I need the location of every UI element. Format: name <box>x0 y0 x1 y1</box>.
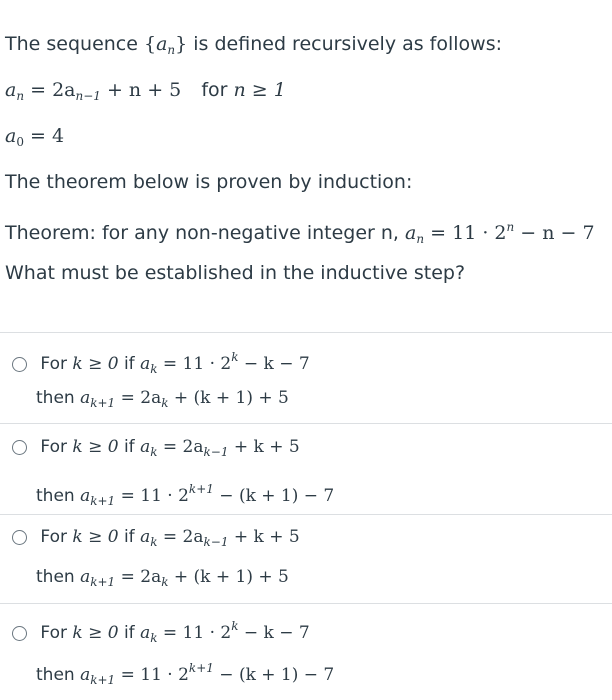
option-if-label: if <box>123 623 135 643</box>
option-if-label: if <box>123 527 135 547</box>
recurrence-cond-word: for <box>201 79 228 101</box>
option-for-label: For <box>40 354 67 374</box>
radio-button-icon[interactable] <box>12 530 27 545</box>
option-then-rhs-a: = 11 · 2 <box>120 486 189 506</box>
option-if-lhs-sub: k <box>150 535 158 549</box>
option-then-rhs-sub: k <box>161 396 169 410</box>
option-k-cond: k ≥ 0 <box>72 354 119 374</box>
option-if-lhs: a <box>140 437 151 457</box>
proof-line: The theorem below is proven by induction: <box>5 171 413 193</box>
theorem-sub: n <box>416 232 425 246</box>
option-if-rhs-sub: k−1 <box>203 535 229 549</box>
option-then-rhs-a: = 2a <box>120 567 162 587</box>
radio-button-icon[interactable] <box>12 626 27 641</box>
option-k-cond: k ≥ 0 <box>72 623 119 643</box>
answer-option-2[interactable] <box>12 436 300 463</box>
option-k-cond: k ≥ 0 <box>72 437 119 457</box>
option-if-lhs-sub: k <box>150 445 158 459</box>
option-then-rhs-b: + (k + 1) + 5 <box>173 567 289 587</box>
option-divider <box>0 423 612 424</box>
option-if-rhs-sub: k−1 <box>203 445 229 459</box>
theorem-line <box>5 215 595 251</box>
recurrence-rhs-b: + n + 5 <box>106 79 182 101</box>
theorem-label: Theorem: for any non-negative integer n, <box>5 222 399 244</box>
option-if-rhs-a: = 2a <box>162 437 204 457</box>
option-divider <box>0 603 612 604</box>
question-line: What must be established in the inductive step? <box>5 262 466 284</box>
answer-option-3-then <box>36 566 289 593</box>
option-then-lhs-sub: k+1 <box>90 575 116 589</box>
option-if-rhs-b: − k − 7 <box>243 623 310 643</box>
option-if-rhs-a: = 2a <box>162 527 204 547</box>
option-then-label: then <box>36 388 75 408</box>
option-k-cond: k ≥ 0 <box>72 527 119 547</box>
option-then-lhs: a <box>80 486 91 506</box>
recurrence-rhs-a: = 2a <box>30 79 76 101</box>
theorem-lhs: a <box>405 222 417 244</box>
option-divider <box>0 332 612 333</box>
option-if-lhs: a <box>140 623 151 643</box>
option-if-rhs-b: + k + 5 <box>233 437 300 457</box>
radio-button-icon[interactable] <box>12 440 27 455</box>
option-then-lhs-sub: k+1 <box>90 396 116 410</box>
recurrence-cond: n ≥ 1 <box>233 79 286 101</box>
recurrence-lhs: a <box>5 79 17 101</box>
option-for-label: For <box>40 527 67 547</box>
base-sub: 0 <box>16 135 24 149</box>
base-lhs: a <box>5 125 17 147</box>
theorem-rhs-a: = 11 · 2 <box>430 222 507 244</box>
answer-option-2-then <box>36 478 334 512</box>
option-then-rhs-b: − (k + 1) − 7 <box>219 486 335 506</box>
option-if-rhs-a: = 11 · 2 <box>162 354 232 374</box>
option-then-lhs: a <box>80 665 91 685</box>
option-if-rhs-b: − k − 7 <box>243 354 310 374</box>
option-if-lhs: a <box>140 527 151 547</box>
theorem-rhs-b: − n − 7 <box>520 222 595 244</box>
option-then-rhs-sub: k <box>161 575 169 589</box>
option-for-label: For <box>40 623 67 643</box>
option-if-lhs-sub: k <box>150 631 158 645</box>
option-then-rhs-a: = 2a <box>120 388 162 408</box>
answer-option-1-then <box>36 387 289 414</box>
option-for-label: For <box>40 437 67 457</box>
option-if-sup: k <box>231 350 239 364</box>
option-if-rhs-a: = 11 · 2 <box>162 623 232 643</box>
option-then-sup: k+1 <box>188 482 214 496</box>
option-if-rhs-b: + k + 5 <box>233 527 300 547</box>
base-rhs: = 4 <box>30 125 65 147</box>
answer-option-4-then <box>36 657 334 691</box>
recurrence-lhs-sub: n <box>16 89 25 103</box>
recurrence-rhs-sub: n−1 <box>75 89 101 103</box>
option-then-rhs-a: = 11 · 2 <box>120 665 189 685</box>
option-then-rhs-b: − (k + 1) − 7 <box>219 665 335 685</box>
recurrence-line <box>5 78 286 108</box>
option-then-lhs: a <box>80 388 91 408</box>
option-if-sup: k <box>231 619 239 633</box>
intro-line <box>5 32 502 62</box>
option-then-lhs-sub: k+1 <box>90 494 116 508</box>
answer-option-1[interactable] <box>12 346 310 380</box>
intro-text: The sequence <box>5 33 138 55</box>
option-then-rhs-b: + (k + 1) + 5 <box>173 388 289 408</box>
option-if-lhs: a <box>140 354 151 374</box>
answer-option-3[interactable] <box>12 526 300 553</box>
radio-button-icon[interactable] <box>12 357 27 372</box>
option-then-lhs-sub: k+1 <box>90 673 116 687</box>
option-if-label: if <box>123 437 135 457</box>
option-then-label: then <box>36 486 75 506</box>
intro-tail-text: is defined recursively as follows: <box>193 33 503 55</box>
base-line <box>5 124 64 154</box>
answer-option-4[interactable] <box>12 615 310 649</box>
sequence-symbol: $\{a_n\}$ <box>143 33 188 57</box>
option-if-lhs-sub: k <box>150 362 158 376</box>
option-then-label: then <box>36 665 75 685</box>
option-then-lhs: a <box>80 567 91 587</box>
option-then-sup: k+1 <box>188 661 214 675</box>
theorem-sup: n <box>506 220 515 234</box>
option-divider <box>0 514 612 515</box>
option-then-label: then <box>36 567 75 587</box>
option-if-label: if <box>123 354 135 374</box>
